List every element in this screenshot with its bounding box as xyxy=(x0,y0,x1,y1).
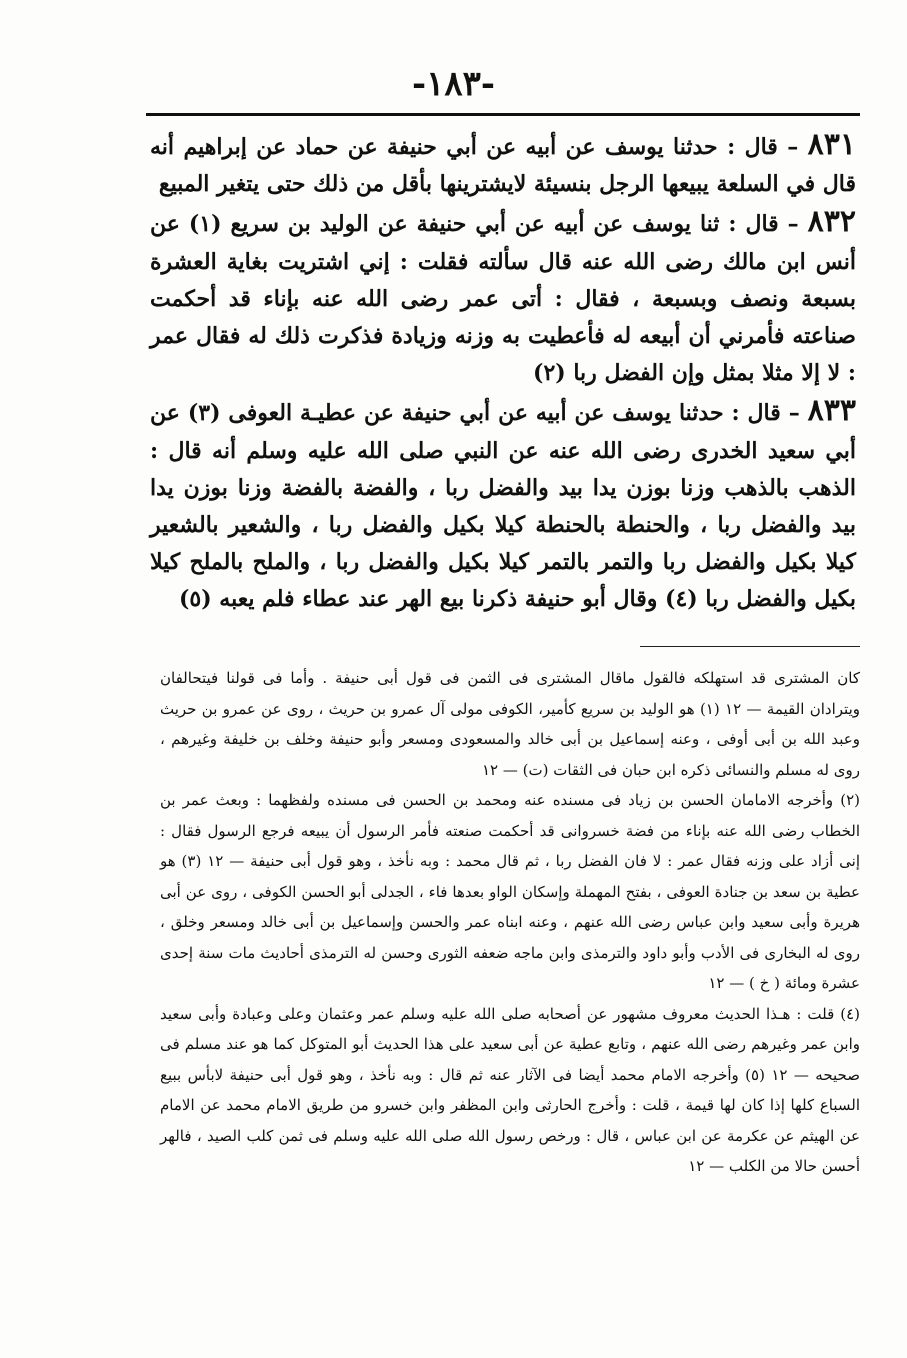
main-text xyxy=(150,126,856,619)
hadith-831 xyxy=(150,126,856,203)
footnote-block: (٢) وأخرجه الامامان الحسن بن زياد فى مسنده عنه ومحمد بن الحسن فى مسنده ولفظهما : وبعث عمر بن الخطاب رضى الله عنه بإناء من فضة خسروانى قد أحكمت صنعته فأمر الرسول أن يبيعه فرجع الرسول فقال : إنى أزاد على وزنه فقال عمر : لا فان الفضل ربا ، ثم قال محمد : وبه نأخذ ، وهو قول أبى حنيفة — ١٢ (٣) هو عطية بن سعد بن جنادة العوفى ، بفتح المهملة وإسكان الواو بعدها فاء ، الجدلى أبو الحسن الكوفى ، روى عن أبى هريرة وأبى سعيد وابن عباس رضى الله عنهم ، وعنه ابناه عمر والحسن وإسماعيل بن أبى خالد ومسعر وخلق ، روى له البخارى فى الأدب وأبو داود والترمذى وابن ماجه ضعفه الثورى وحسن له الترمذى أحاديث مات سنة إحدى عشرة ومائة ( خ ) — ١٢ xyxy=(160,791,861,992)
hadith-text: – قال : حدثنا يوسف عن أبيه عن أبي حنيفة عن حماد عن إبراهيم أنه قال في السلعة يبيعها الرجل بنسيئة لايشترينها بأقل من ذلك حتى يتغير المبيع xyxy=(150,134,856,198)
header-rule xyxy=(146,113,860,116)
hadith-number: ٨٣٢ xyxy=(807,204,856,240)
hadith-text: – قال : حدثنا يوسف عن أبيه عن أبي حنيفة عن عطيـة العوفى (٣) عن أبي سعيد الخدرى رضى الله عنه عن النبي صلى الله عليه وسلم أنه قال : الذهب بالذهب وزنا بوزن يدا بيد والفضل ربا ، والفضة بالفضة وزنا بوزن يدا بيد والفضل ربا ، والحنطة بالحنطة كيلا بكيل والفضل ربا ، والشعير بالشعير كيلا بكيل والفضل ربا والتمر بالتمر كيلا بكيل والفضل ربا ، والملح بالملح كيلا بكيل والفضل ربا (٤) وقال أبو حنيفة ذكرنا بيع الهر عند عطاء فلم يعبه (٥) xyxy=(150,400,856,613)
hadith-832 xyxy=(150,203,856,392)
hadith-text: – قال : ثنا يوسف عن أبيه عن أبي حنيفة عن الوليد بن سريع (١) عن أنس ابن مالك رضى الله عنه قال سألته فقلت : إني اشتريت بغاية العشرة بسبعة ونصف وبسبعة ، فقال : أتى عمر رضى الله عنه بإناء قد أحكمت صناعته فأمرني أن أبيعه له فأعطيت به وزنه وزيادة فذكرت ذلك له فقال عمر : لا إلا مثلا بمثل وإن الفضل ربا (٢) xyxy=(150,211,856,387)
hadith-number: ٨٣٣ xyxy=(807,393,856,429)
page-number: -١٨٣- xyxy=(411,64,496,104)
hadith-833 xyxy=(150,392,856,618)
hadith-number: ٨٣١ xyxy=(807,127,856,162)
footnote-separator xyxy=(640,646,860,647)
footnote-block: (٤) قلت : هـذا الحديث معروف مشهور عن أصحابه صلى الله عليه وسلم عمر وعثمان وعلى وعبادة وأبى سعيد وابن عمر وغيرهم رضى الله عنهم ، وتابع عطية عن أبى سعيد على هذا الحديث أبو المتوكل كما هو عند مسلم فى صحيحه — ١٢ (٥) وأخرجه الامام محمد أيضا فى الآثار عنه ثم قال : وبه نأخذ ، وهو قول أبى حنيفة لابأس ببيع السباع كلها إذا كان لها قيمة ، قلت : وأخرج الحارثى وابن المظفر وابن خسرو من طريق الامام محمد عن الامام عن الهيثم عن عكرمة عن ابن عباس ، قال : ورخص رسول الله صلى الله عليه وسلم فى ثمن كلب الصيد ، فالهر أحسن حالا من الكلب — ١٢ xyxy=(160,1004,860,1175)
footnote-block: كان المشترى قد استهلكه فالقول ماقال المشترى فى الثمن فى قول أبى حنيفة . وأما فى قولنا فيتحالفان ويترادان القيمة — ١٢ (١) هو الوليد بن سريع كأمير، الكوفى مولى آل عمرو بن حريث ، روى عن عمرو بن حريث وعبد الله بن أبى أوفى ، وعنه إسماعيل بن أبى خالد والمسعودى ومسعر وأبو حنيفة وخلف بن خليفة وغيرهم ، روى له مسلم والنسائى ذكره ابن حبان فى الثقات (ت) — ١٢ xyxy=(160,669,860,779)
footnotes xyxy=(160,663,860,1182)
